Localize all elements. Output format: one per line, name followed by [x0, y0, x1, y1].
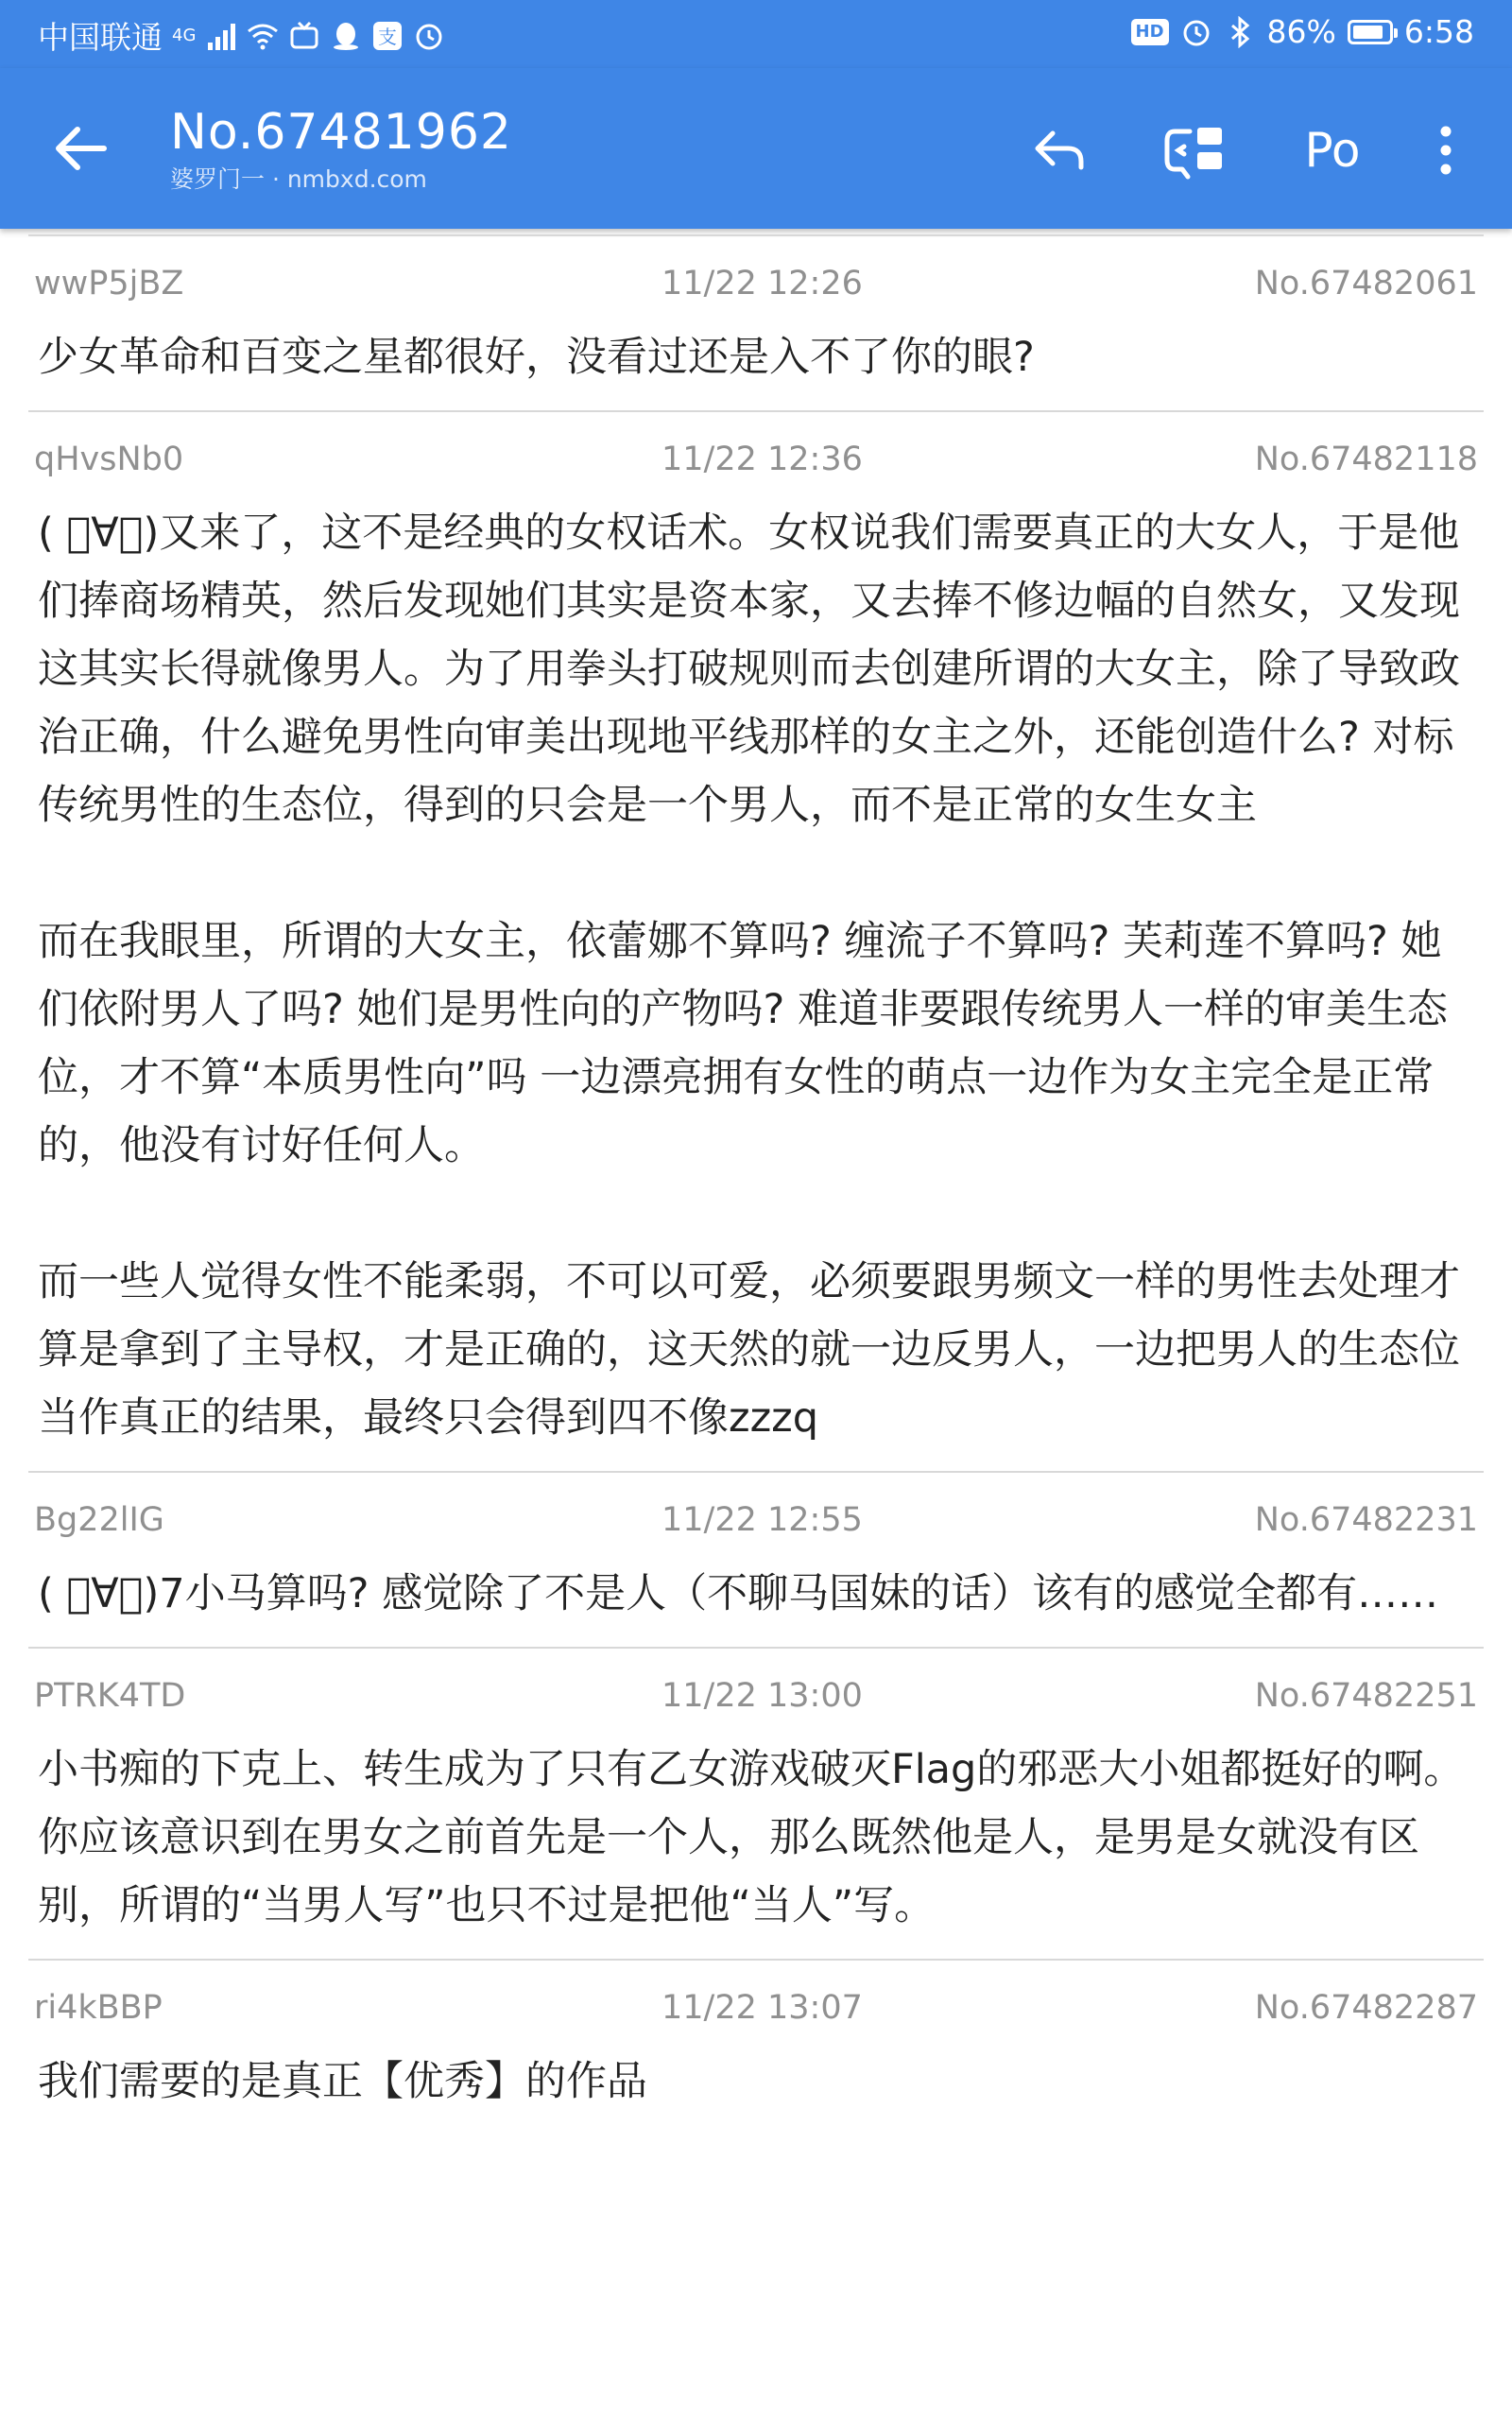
post-time: 11/22 12:26 [662, 265, 863, 302]
post-content: ( ﾟ∀。)又来了，这不是经典的女权话术。女权说我们需要真正的大女人，于是他们捧商场精英，然后发现她们其实是资本家，又去捧不修边幅的自然女，又发现这其实长得就像男人。为了用拳头打破规则而去创建所谓的大女主，除了导致政治正确，什么避免男性向审美出现地平线那样的女主之外，还能创造什么? 对标传统男性的生态位，得到的只会是一个男人，而不是正常的女生女主 而在我眼里，所谓的大女主，依蕾娜不算吗? 缠流子不算吗? 芙莉莲不算吗? 她们依附男人了吗? 她们是男性向的产物吗? 难道非要跟传统男人一样的审美生态位，才不算“本质男性向”吗 一边漂亮拥有女性的萌点一边作为女主完全是正常的，他没有讨好任何人。 而一些人觉得女性不能柔弱，不可以可爱，必须要跟男频文一样的男性去处理才算是拿到了主导权，才是正确的，这天然的就一边反男人，一边把男人的生态位当作真正的结果，最终只会得到四不像zzzq [38, 510, 1460, 1442]
post-time: 11/22 12:55 [662, 1501, 863, 1539]
thread-view-button[interactable] [1158, 117, 1233, 183]
alipay-icon [371, 20, 404, 52]
post-content: 我们需要的是真正【优秀】的作品 [38, 2058, 647, 2105]
reply-post[interactable] [28, 236, 1484, 412]
thread-title-block [170, 102, 512, 197]
battery-fill [1353, 26, 1383, 39]
post-user-id[interactable]: PTRK4TD [34, 1677, 186, 1715]
previous-post-divider [28, 229, 1484, 236]
post-header [28, 236, 1484, 323]
post-header [28, 1649, 1484, 1736]
status-bar [0, 0, 1512, 68]
qq-icon [330, 20, 362, 52]
post-content: ( ﾟ∀。)7小马算吗? 感觉除了不是人（不聊马国妹的话）该有的感觉全都有…… [38, 1570, 1439, 1617]
more-menu-button[interactable] [1418, 117, 1474, 183]
tv-app-icon [288, 20, 320, 52]
post-number[interactable]: No.67482061 [1254, 265, 1478, 302]
post-time: 11/22 13:00 [662, 1677, 863, 1715]
post-header [28, 412, 1484, 499]
post-content: 少女革命和百变之星都很好，没看过还是入不了你的眼? [38, 334, 1035, 381]
reply-button[interactable] [1025, 117, 1091, 183]
svg-text:支: 支 [378, 25, 398, 48]
post-content: 小书痴的下克上、转生成为了只有乙女游戏破灭Flag的邪恶大小姐都挺好的啊。你应该意识到在男女之前首先是一个人，那么既然他是人，是男是女就没有区别，所谓的“当男人写”也只不过是把他“当人”写。 [38, 1746, 1465, 1929]
reply-list[interactable] [0, 229, 1512, 2135]
reply-post[interactable] [28, 1961, 1484, 2135]
reply-post[interactable] [28, 412, 1484, 1473]
page-subtitle: 婆罗门一 · nmbxd.com [170, 165, 427, 193]
status-bar-right [1131, 13, 1474, 50]
clock: 6:58 [1403, 13, 1474, 50]
post-user-id[interactable]: qHvsNb0 [34, 441, 184, 478]
app-bar [0, 68, 1512, 229]
more-vert-icon [1436, 122, 1455, 179]
reply-post[interactable] [28, 1473, 1484, 1649]
back-arrow-icon[interactable] [47, 115, 113, 182]
po-only-button[interactable]: Po [1304, 123, 1361, 178]
page-title: No.67481962 [170, 104, 512, 161]
alarm-icon [413, 20, 445, 52]
reply-icon [1028, 120, 1089, 181]
thread-view-icon [1161, 120, 1229, 181]
alarm-icon [1180, 16, 1212, 48]
battery-percent: 86% [1266, 13, 1336, 50]
status-bar-left [38, 13, 445, 58]
carrier-name: 中国联通 [38, 19, 163, 56]
reply-post[interactable] [28, 1649, 1484, 1961]
post-header [28, 1961, 1484, 2048]
post-user-id[interactable]: ri4kBBP [34, 1989, 163, 2027]
post-time: 11/22 12:36 [662, 441, 863, 478]
post-number[interactable]: No.67482251 [1254, 1677, 1478, 1715]
post-header [28, 1473, 1484, 1560]
post-number[interactable]: No.67482231 [1254, 1501, 1478, 1539]
post-number[interactable]: No.67482118 [1254, 441, 1478, 478]
battery-icon [1348, 20, 1393, 44]
post-user-id[interactable]: wwP5jBZ [34, 265, 184, 302]
post-time: 11/22 13:07 [662, 1989, 863, 2027]
wifi-icon [247, 20, 279, 52]
bluetooth-icon [1224, 16, 1256, 48]
signal-icon [205, 20, 237, 52]
hd-badge: HD [1131, 19, 1169, 45]
network-type: 4G [172, 26, 197, 45]
post-number[interactable]: No.67482287 [1254, 1989, 1478, 2027]
post-user-id[interactable]: Bg22lIG [34, 1501, 164, 1539]
